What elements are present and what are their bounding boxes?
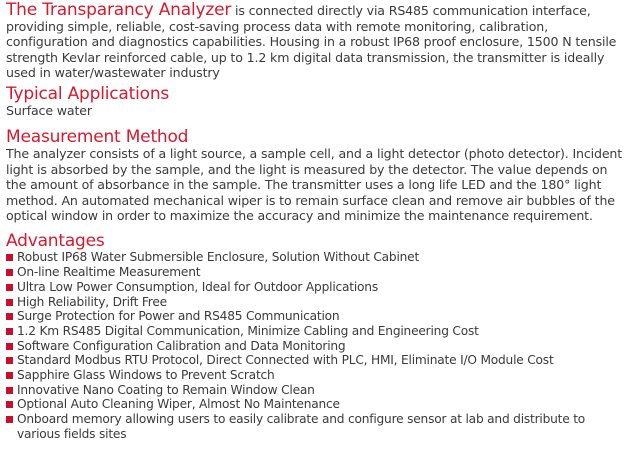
- advantage-item: [6, 368, 626, 383]
- advantage-item: [6, 324, 626, 339]
- method-text: The analyzer consists of a light source, a sample cell, and a light detector (photo detector). Incident light is absorbed by the sample, and the light is measured by the detector. The value depends on the amount of absorbance in the sample. The transmitter uses a long life LED and the 180° light method. An automated mechanical wiper is to remain surface clean and remove air bubbles of the optical window in order to maximize the accuracy and minimize the maintenance requirement.: [6, 146, 623, 223]
- square-bullet-icon: [6, 284, 13, 291]
- advantage-text: Ultra Low Power Consumption, Ideal for Outdoor Applications: [17, 279, 378, 294]
- advantage-text: Surge Protection for Power and RS485 Communication: [17, 309, 340, 324]
- advantages-list: [6, 250, 626, 441]
- square-bullet-icon: [6, 401, 13, 408]
- advantage-text: Onboard memory allowing users to easily calibrate and configure sensor at lab and distribute to various fields sites: [17, 412, 586, 441]
- square-bullet-icon: [6, 313, 13, 320]
- advantage-item: [6, 383, 626, 398]
- advantage-item: [6, 397, 626, 412]
- product-description: [6, 0, 626, 442]
- advantage-item: [6, 412, 626, 441]
- advantage-item: [6, 280, 626, 295]
- square-bullet-icon: [6, 343, 13, 350]
- advantage-text: Software Configuration Calibration and Data Monitoring: [17, 338, 346, 353]
- intro-text: is connected directly via RS485 communication interface, providing simple, reliable, cost-saving process data with remote monitoring, calibration, configuration and diagnostics capabilities. Housing in a robust IP68 proof enclosure, 1500 N tensile strength Kevlar reinforced cable, up to 1.2 km digital data transmission, the transmitter is ideally used in water/wastewater industry: [6, 3, 617, 81]
- advantages-heading: Advantages: [6, 231, 105, 252]
- advantage-text: Innovative Nano Coating to Remain Window Clean: [17, 382, 315, 397]
- product-name: The Transparancy Analyzer: [6, 0, 232, 20]
- advantage-text: 1.2 Km RS485 Digital Communication, Minimize Cabling and Engineering Cost: [17, 323, 479, 338]
- square-bullet-icon: [6, 372, 13, 379]
- square-bullet-icon: [6, 387, 13, 394]
- square-bullet-icon: [6, 299, 13, 306]
- square-bullet-icon: [6, 328, 13, 335]
- advantage-text: High Reliability, Drift Free: [17, 294, 167, 309]
- method-heading: Measurement Method: [6, 127, 189, 148]
- advantage-item: [6, 353, 626, 368]
- applications-heading: Typical Applications: [6, 83, 170, 104]
- advantage-text: Optional Auto Cleaning Wiper, Almost No Maintenance: [17, 397, 340, 412]
- square-bullet-icon: [6, 269, 13, 276]
- square-bullet-icon: [6, 254, 13, 261]
- square-bullet-icon: [6, 357, 13, 364]
- intro-paragraph: [6, 0, 626, 81]
- advantage-item: [6, 295, 626, 310]
- square-bullet-icon: [6, 416, 13, 423]
- applications-text: Surface water: [6, 102, 92, 118]
- advantage-item: [6, 250, 626, 265]
- advantage-item: [6, 309, 626, 324]
- advantage-text: Robust IP68 Water Submersible Enclosure, Solution Without Cabinet: [17, 250, 420, 265]
- advantage-text: Standard Modbus RTU Protocol, Direct Connected with PLC, HMI, Eliminate I/O Module Cost: [17, 353, 554, 368]
- advantage-item: [6, 265, 626, 280]
- advantage-item: [6, 339, 626, 354]
- advantage-text: Sapphire Glass Windows to Prevent Scratch: [17, 368, 275, 383]
- advantage-text: On-line Realtime Measurement: [17, 265, 201, 280]
